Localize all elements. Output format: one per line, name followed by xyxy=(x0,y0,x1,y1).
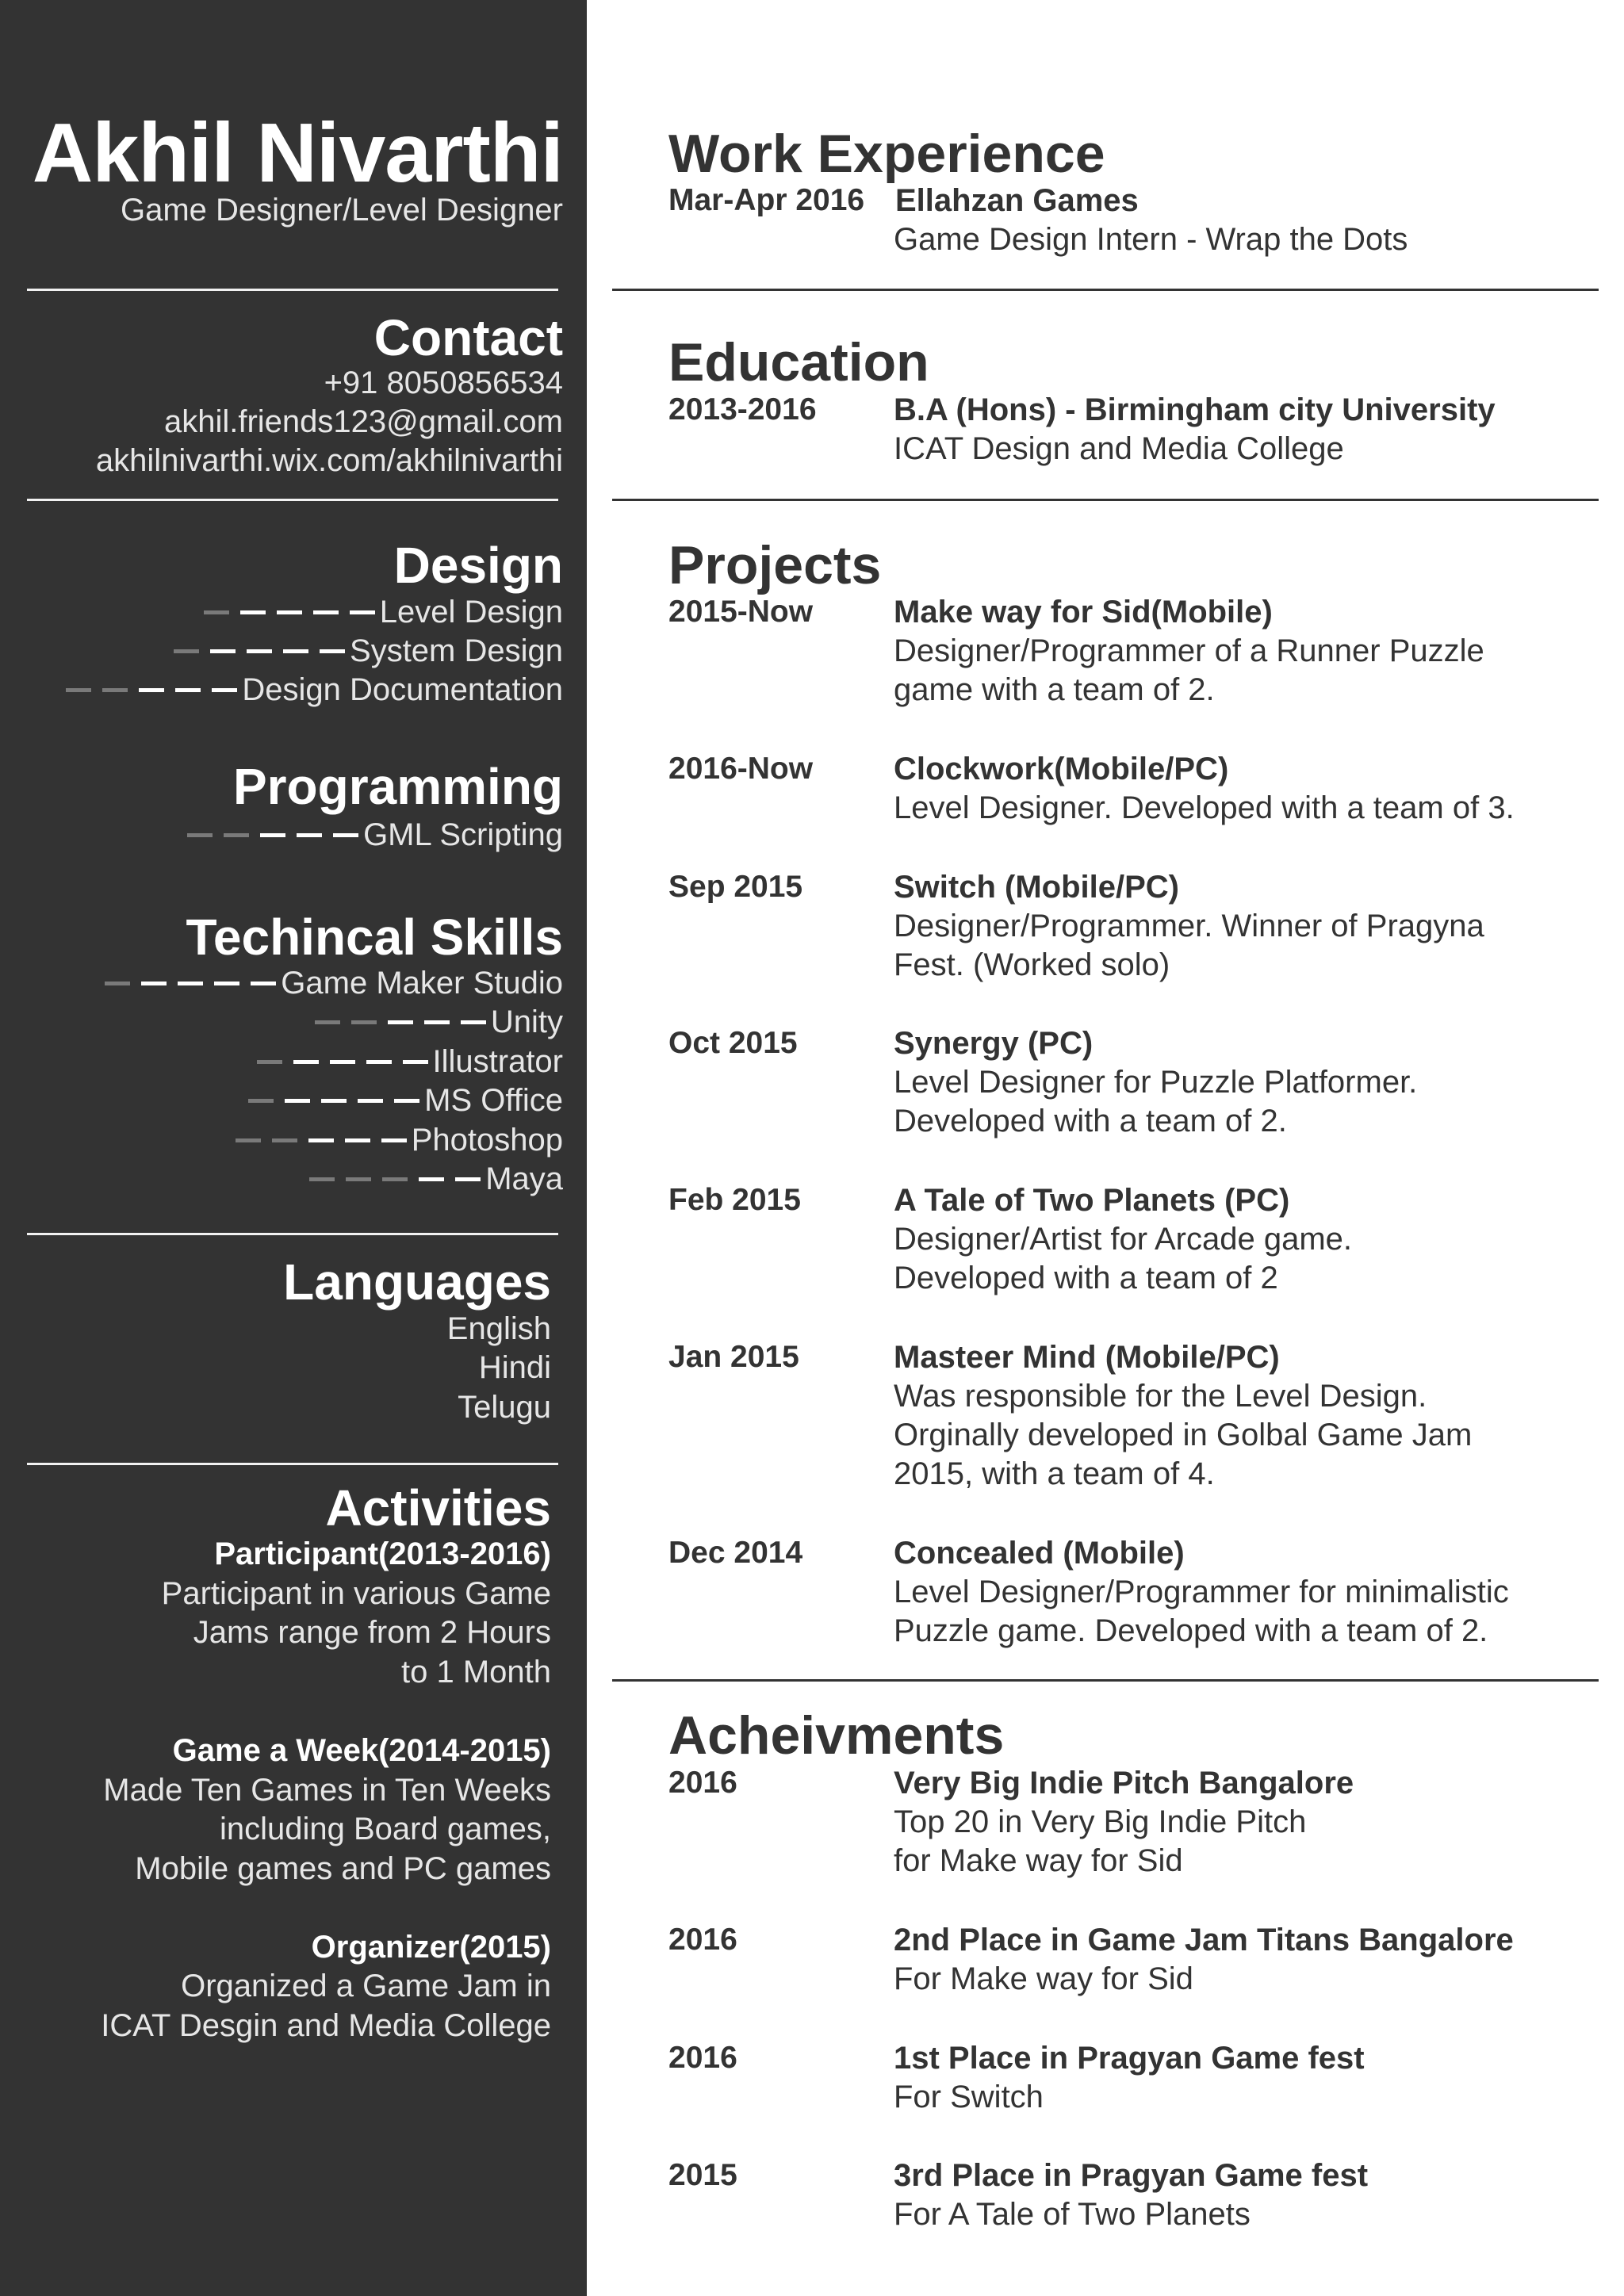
skill-dash xyxy=(293,1060,319,1064)
skill-dash xyxy=(424,1020,450,1024)
skill-row xyxy=(193,596,563,628)
skill-label: GML Scripting xyxy=(363,817,563,852)
entry-line: Fest. (Worked solo) xyxy=(894,947,1170,982)
skill-level-indicator xyxy=(193,610,375,614)
entry-date: 2016-Now xyxy=(668,752,814,786)
skill-dash xyxy=(139,688,164,692)
entry-line: For A Tale of Two Planets xyxy=(894,2197,1251,2232)
skill-dash xyxy=(308,1138,334,1142)
entry-line: ICAT Design and Media College xyxy=(894,431,1344,466)
entry-line: Level Designer/Programmer for minimalistic xyxy=(894,1575,1509,1609)
entry-title: 1st Place in Pragyan Game fest xyxy=(894,2041,1365,2076)
divider xyxy=(612,499,1599,501)
skill-dash xyxy=(366,1060,392,1064)
entry-date: Mar-Apr 2016 xyxy=(668,183,865,217)
contact-website[interactable]: akhilnivarthi.wix.com/akhilnivarthi xyxy=(95,443,563,478)
skill-dash xyxy=(248,1099,274,1103)
entry-line: Puzzle game. Developed with a team of 2. xyxy=(894,1613,1488,1648)
activity-line: Participant in various Game xyxy=(161,1576,551,1611)
divider xyxy=(612,1679,1599,1682)
activity-line: to 1 Month xyxy=(400,1655,551,1689)
language-item: Telugu xyxy=(458,1390,551,1425)
entry-line: Developed with a team of 2 xyxy=(894,1261,1278,1295)
skill-dash xyxy=(350,610,375,614)
skill-level-indicator xyxy=(94,982,276,985)
entry-line: Level Designer. Developed with a team of 3. xyxy=(894,790,1515,825)
skill-dash xyxy=(382,1177,408,1181)
skill-dash xyxy=(251,982,276,985)
skill-level-indicator xyxy=(163,649,345,653)
activity-line: Jams range from 2 Hours xyxy=(193,1615,551,1650)
skill-dash xyxy=(403,1060,428,1064)
candidate-role: Game Designer/Level Designer xyxy=(120,193,563,228)
skill-dash xyxy=(320,649,345,653)
entry-line: Designer/Programmer. Winner of Pragyna xyxy=(894,909,1484,943)
activity-title: Game a Week(2014-2015) xyxy=(172,1733,551,1768)
entry-title: 2nd Place in Game Jam Titans Bangalore xyxy=(894,1923,1514,1957)
skill-label: MS Office xyxy=(424,1083,563,1118)
skill-label: Illustrator xyxy=(432,1044,563,1079)
entry-title: Switch (Mobile/PC) xyxy=(894,870,1179,905)
entry-line: Level Designer for Puzzle Platformer. xyxy=(894,1065,1418,1100)
entry-line: Was responsible for the Level Design. xyxy=(894,1379,1427,1414)
skill-dash xyxy=(277,610,302,614)
skill-dash xyxy=(224,833,249,837)
contact-email[interactable]: akhil.friends123@gmail.com xyxy=(163,404,563,439)
skill-dash xyxy=(210,649,236,653)
contact-phone: +91 8050856534 xyxy=(324,365,563,400)
skill-label: Design Documentation xyxy=(242,672,563,707)
entry-title: Very Big Indie Pitch Bangalore xyxy=(894,1766,1354,1800)
sidebar xyxy=(0,0,587,2296)
candidate-name: Akhil Nivarthi xyxy=(32,106,563,200)
skill-row xyxy=(298,1163,563,1195)
skill-row xyxy=(237,1085,563,1116)
skill-row xyxy=(224,1124,563,1156)
skill-level-indicator xyxy=(237,1099,419,1103)
entry-line: Game Design Intern - Wrap the Dots xyxy=(894,222,1408,257)
entry-line: For Make way for Sid xyxy=(894,1961,1193,1996)
entry-title: Clockwork(Mobile/PC) xyxy=(894,752,1229,786)
entry-date: Sep 2015 xyxy=(668,870,803,904)
entry-title: Make way for Sid(Mobile) xyxy=(894,595,1273,629)
skill-dash xyxy=(330,1060,355,1064)
activity-title: Organizer(2015) xyxy=(311,1930,551,1965)
activity-line: Organized a Game Jam in xyxy=(181,1969,551,2003)
entry-date: 2016 xyxy=(668,1766,737,1800)
language-item: English xyxy=(446,1311,551,1346)
entry-title: Ellahzan Games xyxy=(895,183,1139,218)
skill-dash xyxy=(461,1020,486,1024)
divider xyxy=(612,289,1599,291)
entry-line: 2015, with a team of 4. xyxy=(894,1456,1215,1491)
skill-dash xyxy=(141,982,167,985)
skill-label: Level Design xyxy=(379,595,563,629)
technical-heading: Techincal Skills xyxy=(186,909,563,966)
skill-dash xyxy=(240,610,266,614)
achievements-heading: Acheivments xyxy=(668,1705,1005,1766)
entry-line: game with a team of 2. xyxy=(894,672,1215,707)
divider xyxy=(27,289,558,291)
skill-dash xyxy=(321,1099,347,1103)
entry-title: Masteer Mind (Mobile/PC) xyxy=(894,1340,1280,1375)
entry-date: Dec 2014 xyxy=(668,1536,803,1570)
skill-dash xyxy=(66,688,91,692)
entry-line: Designer/Programmer of a Runner Puzzle xyxy=(894,633,1484,668)
languages-heading: Languages xyxy=(283,1253,551,1311)
skill-dash xyxy=(358,1099,383,1103)
skill-dash xyxy=(388,1020,413,1024)
skill-dash xyxy=(236,1138,261,1142)
activities-heading: Activities xyxy=(325,1479,551,1536)
language-item: Hindi xyxy=(478,1350,551,1385)
work-heading: Work Experience xyxy=(668,124,1105,184)
skill-dash xyxy=(175,688,201,692)
skill-dash xyxy=(297,833,322,837)
skill-dash xyxy=(345,1138,370,1142)
skill-dash xyxy=(333,833,358,837)
design-heading: Design xyxy=(393,537,563,594)
skill-dash xyxy=(346,1177,371,1181)
skill-dash xyxy=(105,982,130,985)
skill-dash xyxy=(257,1060,282,1064)
skill-label: System Design xyxy=(350,633,563,668)
entry-title: A Tale of Two Planets (PC) xyxy=(894,1183,1290,1218)
skill-dash xyxy=(260,833,285,837)
education-heading: Education xyxy=(668,332,929,392)
divider xyxy=(27,499,558,501)
skill-dash xyxy=(394,1099,419,1103)
skill-dash xyxy=(214,982,239,985)
skill-level-indicator xyxy=(246,1060,428,1064)
skill-dash xyxy=(272,1138,297,1142)
activity-title: Participant(2013-2016) xyxy=(214,1536,551,1571)
entry-title: Synergy (PC) xyxy=(894,1026,1094,1061)
entry-date: 2013-2016 xyxy=(668,392,817,427)
entry-line: for Make way for Sid xyxy=(894,1843,1183,1878)
programming-heading: Programming xyxy=(232,758,563,815)
skill-label: Photoshop xyxy=(411,1123,563,1158)
divider xyxy=(27,1463,558,1465)
skill-dash xyxy=(102,688,128,692)
projects-heading: Projects xyxy=(668,535,882,595)
entry-date: Oct 2015 xyxy=(668,1026,798,1060)
entry-title: Concealed (Mobile) xyxy=(894,1536,1185,1571)
skill-level-indicator xyxy=(304,1020,486,1024)
activity-line: Mobile games and PC games xyxy=(135,1851,551,1886)
skill-level-indicator xyxy=(55,688,237,692)
skill-row xyxy=(94,967,563,999)
skill-dash xyxy=(351,1020,377,1024)
skill-dash xyxy=(212,688,237,692)
entry-line: Designer/Artist for Arcade game. xyxy=(894,1222,1353,1257)
contact-heading: Contact xyxy=(373,309,563,366)
skill-label: Game Maker Studio xyxy=(281,966,563,1001)
entry-date: Feb 2015 xyxy=(668,1183,801,1217)
entry-line: Orginally developed in Golbal Game Jam xyxy=(894,1418,1473,1452)
skill-row xyxy=(304,1006,563,1038)
skill-dash xyxy=(313,610,339,614)
entry-date: 2016 xyxy=(668,1923,737,1957)
skill-dash xyxy=(187,833,213,837)
skill-level-indicator xyxy=(298,1177,481,1181)
skill-dash xyxy=(455,1177,481,1181)
activity-line: Made Ten Games in Ten Weeks xyxy=(103,1773,551,1808)
skill-dash xyxy=(309,1177,335,1181)
divider xyxy=(27,1233,558,1235)
activity-line: ICAT Desgin and Media College xyxy=(101,2008,551,2043)
entry-date: 2015 xyxy=(668,2158,737,2192)
skill-level-indicator xyxy=(176,833,358,837)
entry-line: Developed with a team of 2. xyxy=(894,1104,1287,1138)
skill-dash xyxy=(285,1099,310,1103)
skill-dash xyxy=(419,1177,444,1181)
skill-row xyxy=(246,1046,564,1077)
skill-dash xyxy=(174,649,199,653)
entry-title: 3rd Place in Pragyan Game fest xyxy=(894,2158,1369,2193)
skill-dash xyxy=(381,1138,407,1142)
skill-row xyxy=(55,674,563,706)
skill-label: Unity xyxy=(490,1004,563,1039)
skill-level-indicator xyxy=(224,1138,407,1142)
entry-line: Top 20 in Very Big Indie Pitch xyxy=(894,1804,1307,1839)
skill-dash xyxy=(247,649,272,653)
entry-date: 2015-Now xyxy=(668,595,814,629)
skill-dash xyxy=(315,1020,340,1024)
entry-line: For Switch xyxy=(894,2080,1044,2114)
skill-dash xyxy=(283,649,308,653)
entry-date: 2016 xyxy=(668,2041,737,2075)
skill-row xyxy=(176,819,563,851)
skill-dash xyxy=(178,982,203,985)
activity-line: including Board games, xyxy=(219,1812,551,1846)
skill-label: Maya xyxy=(485,1161,563,1196)
skill-dash xyxy=(204,610,229,614)
entry-title: B.A (Hons) - Birmingham city University xyxy=(894,392,1496,427)
skill-row xyxy=(163,635,563,667)
entry-date: Jan 2015 xyxy=(668,1340,799,1374)
